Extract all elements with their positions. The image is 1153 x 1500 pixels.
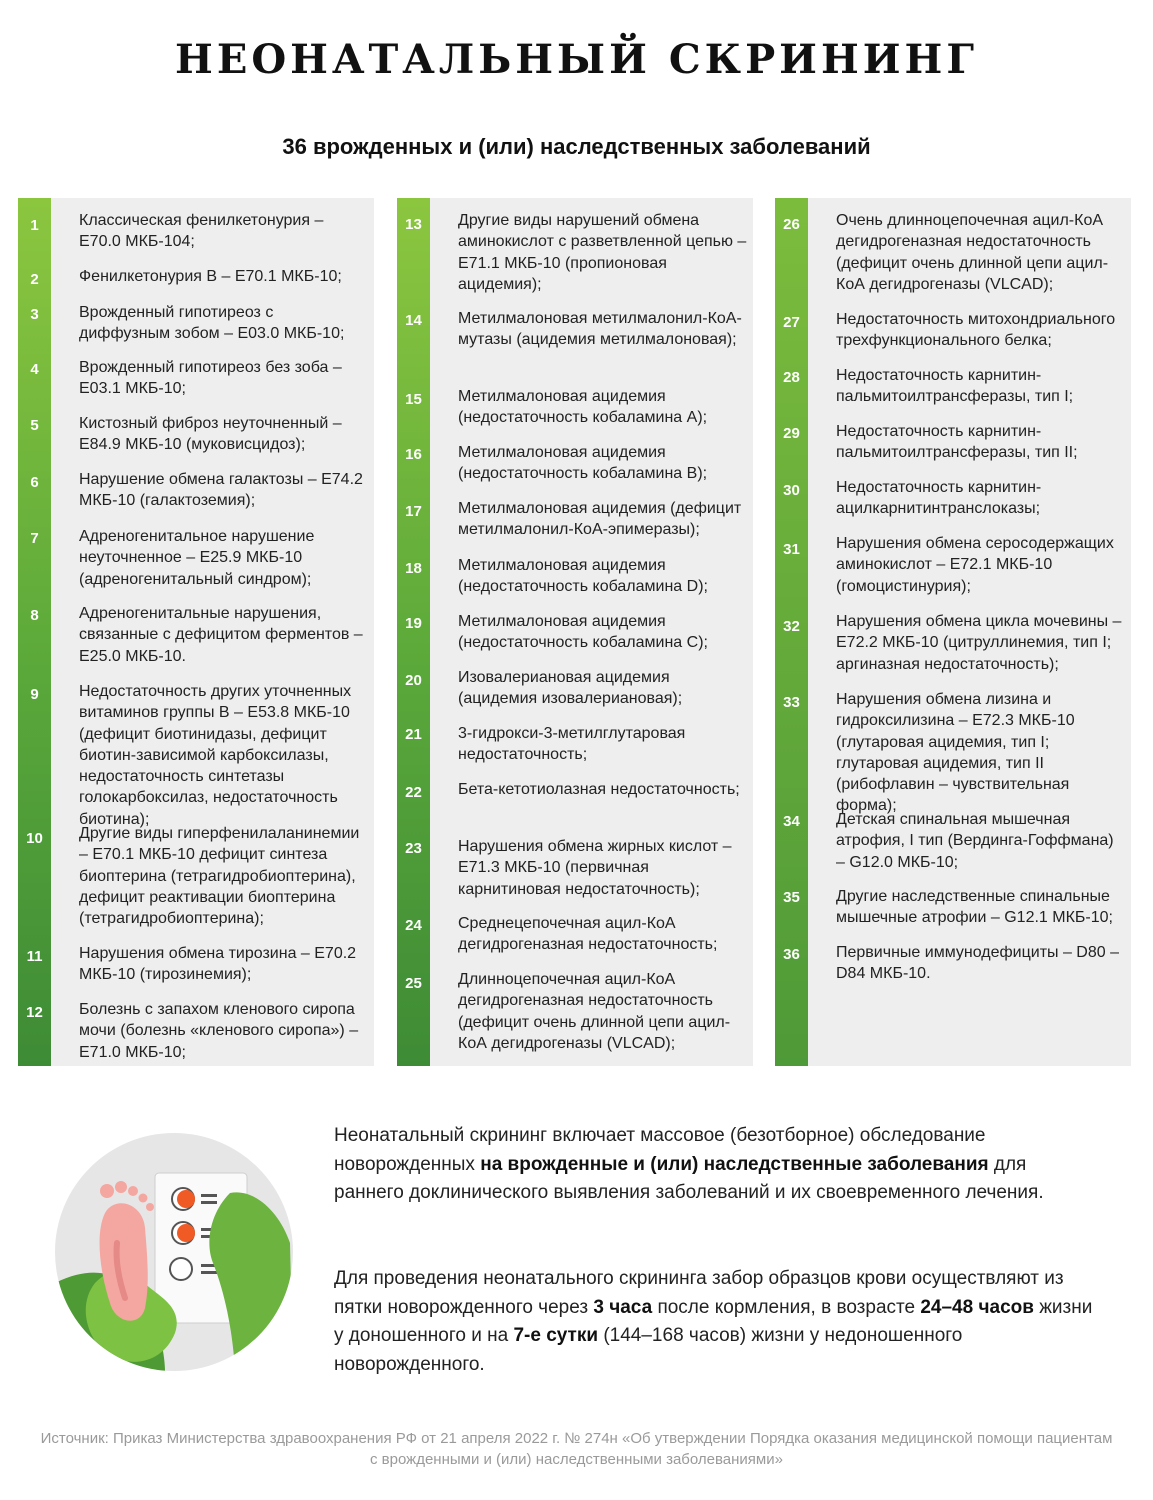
item-number: 4 (30, 361, 39, 378)
disease-item: Кистозный фиброз неуточненный – E84.9 МКБ-10 (муковисцидоз); (79, 415, 342, 454)
disease-item: Первичные иммунодефициты – D80 – D84 МКБ-10. (836, 944, 1119, 983)
disease-item: Длинноцепочечная ацил-КоА дегидрогеназная недостаточность (дефицит очень длинной цепи ацил-КоА дегидрогеназы (VLCAD); (458, 971, 731, 1052)
disease-item: Метилмалоновая ацидемия (недостаточность кобаламина A); (458, 388, 708, 427)
disease-item: Детская спинальная мышечная атрофия, I тип (Вердинга-Гоффмана) – G12.0 МКБ-10; (836, 811, 1114, 871)
item-number: 30 (783, 482, 800, 499)
item-number: 12 (26, 1004, 43, 1021)
disease-item: Врожденный гипотиреоз без зоба – E03.1 МКБ-10; (79, 359, 342, 398)
item-number: 29 (783, 425, 800, 442)
disease-item: Фенилкетонурия В – E70.1 МКБ-10; (79, 268, 342, 285)
item-number: 17 (405, 503, 422, 520)
disease-item: Изовалериановая ацидемия (ацидемия изовалериановая); (458, 669, 683, 708)
disease-item: Адреногенитальное нарушение неуточненное – E25.9 МКБ-10 (адреногенитальный синдром); (79, 528, 315, 588)
item-number: 33 (783, 694, 800, 711)
disease-item: Классическая фенилкетонурия – E70.0 МКБ-104; (79, 212, 324, 251)
disease-item: Недостаточность карнитин-ацилкарнитинтранслоказы; (836, 479, 1042, 518)
disease-item: Недостаточность карнитин-пальмитоилтрансферазы, тип I; (836, 367, 1074, 406)
source-note: Источник: Приказ Министерства здравоохранения РФ от 21 апреля 2022 г. № 274н «Об утверждении Порядка оказания медицинской помощи пациентам с врожденными и (или) наследственными заболеваниями» (40, 1430, 1113, 1468)
disease-item: Недостаточность других уточненных витаминов группы В – E53.8 МКБ-10 (дефицит биотинидазы, дефицит биотин-зависимой карбоксилазы, недостаточность синтетазы голокарбоксилаз, недостаточность биотина); (79, 683, 352, 828)
item-number: 16 (405, 446, 422, 463)
item-number: 32 (783, 618, 800, 635)
disease-item: 3-гидрокси-3-метилглутаровая недостаточность; (458, 725, 686, 764)
info-paragraph-2: Для проведения неонатального скрининга забор образцов крови осуществляют из пятки новорожденного через 3 часа после кормления, в возрасте 24–48 часов жизни у доношенного и на 7-е сутки (144–168 часов) жизни у недоношенного новорожденного. (334, 1268, 1093, 1375)
item-number: 24 (405, 917, 422, 934)
item-number: 31 (783, 541, 800, 558)
disease-column-3 (775, 198, 1131, 1066)
disease-item: Нарушения обмена лизина и гидроксилизина – E72.3 МКБ-10 (глутаровая ацидемия, тип I; глутаровая ацидемия, тип II (рибофлавин – чувствительная форма); (836, 691, 1075, 815)
item-number: 22 (405, 784, 422, 801)
disease-item: Метилмалоновая метилмалонил-КоА-мутазы (ацидемия метилмалоновая); (458, 310, 742, 349)
disease-item: Другие виды гиперфенилаланинемии – E70.1 МКБ-10 дефицит синтеза биоптерина (тетрагидробиоптерина), дефицит реактивации биоптерина (тетрагидробиоптерина); (79, 825, 360, 928)
disease-item: Недостаточность митохондриального трехфункционального белка; (836, 311, 1116, 350)
disease-item: Очень длинноцепочечная ацил-КоА дегидрогеназная недостаточность (дефицит очень длинной цепи ацил-КоА дегидрогеназы (VLCAD); (836, 212, 1109, 293)
disease-item: Нарушения обмена тирозина – E70.2 МКБ-10 (тирозинемия); (79, 945, 357, 984)
item-number: 21 (405, 726, 422, 743)
disease-item: Метилмалоновая ацидемия (недостаточность кобаламина D); (458, 557, 708, 596)
item-number: 15 (405, 391, 422, 408)
disease-item: Среднецепочечная ацил-КоА дегидрогеназная недостаточность; (458, 915, 718, 954)
disease-item: Болезнь с запахом кленового сиропа мочи (болезнь «кленового сиропа») – E71.0 МКБ-10; (79, 1001, 359, 1061)
disease-item: Метилмалоновая ацидемия (недостаточность кобаламина C); (458, 613, 708, 652)
item-number: 19 (405, 615, 422, 632)
disease-item: Недостаточность карнитин-пальмитоилтрансферазы, тип II; (836, 423, 1078, 462)
item-number: 3 (30, 306, 39, 323)
disease-item: Нарушение обмена галактозы – E74.2 МКБ-10 (галактоземия); (79, 471, 363, 510)
item-number: 10 (26, 830, 43, 847)
item-number: 25 (405, 975, 422, 992)
item-number: 5 (30, 417, 39, 434)
item-number: 14 (405, 312, 422, 329)
page-title: НЕОНАТАЛЬНЫЙ СКРИНИНГ (175, 36, 978, 83)
item-number: 36 (783, 946, 800, 963)
item-number: 23 (405, 840, 422, 857)
item-number: 2 (30, 271, 39, 288)
item-number: 7 (30, 530, 39, 547)
disease-item: Метилмалоновая ацидемия (дефицит метилмалонил-КоА-эпимеразы); (458, 500, 742, 539)
info-paragraph-1: Неонатальный скрининг включает массовое (безотборное) обследование новорожденных на врожденные и (или) наследственные заболевания для раннего доклинического выявления заболеваний и их своевременного лечения. (334, 1125, 1044, 1203)
disease-item: Нарушения обмена цикла мочевины – E72.2 МКБ-10 (цитруллинемия, тип I; аргиназная недостаточность); (836, 613, 1122, 673)
screening-illustration (55, 1133, 293, 1371)
item-number: 20 (405, 672, 422, 689)
page-subtitle: 36 врожденных и (или) наследственных заболеваний (282, 134, 871, 159)
disease-item: Другие виды нарушений обмена аминокислот с разветвленной цепью – E71.1 МКБ-10 (пропионовая ацидемия); (458, 212, 747, 293)
item-number: 28 (783, 369, 800, 386)
item-number: 34 (783, 813, 800, 830)
item-number: 11 (26, 948, 43, 965)
disease-column-1 (18, 198, 374, 1066)
item-number: 8 (30, 607, 39, 624)
item-number: 26 (783, 216, 800, 233)
disease-item: Другие наследственные спинальные мышечные атрофии – G12.1 МКБ-10; (836, 888, 1113, 927)
item-number: 18 (405, 560, 422, 577)
item-number: 9 (30, 686, 39, 703)
disease-item: Врожденный гипотиреоз с диффузным зобом – E03.0 МКБ-10; (79, 304, 345, 343)
disease-item: Нарушения обмена серосодержащих аминокислот – E72.1 МКБ-10 (гомоцистинурия); (836, 535, 1114, 595)
item-number: 27 (783, 314, 800, 331)
column-strip (18, 198, 51, 1066)
disease-item: Бета-кетотиолазная недостаточность; (458, 781, 740, 798)
item-number: 6 (30, 474, 39, 491)
item-number: 1 (30, 217, 39, 234)
item-number: 35 (783, 889, 800, 906)
disease-item: Метилмалоновая ацидемия (недостаточность кобаламина B); (458, 444, 708, 483)
disease-item: Нарушения обмена жирных кислот – E71.3 МКБ-10 (первичная карнитиновая недостаточность); (458, 838, 732, 898)
disease-column-2 (397, 198, 753, 1066)
disease-item: Адреногенитальные нарушения, связанные с дефицитом ферментов – E25.0 МКБ-10. (79, 605, 363, 665)
item-number: 13 (405, 216, 422, 233)
